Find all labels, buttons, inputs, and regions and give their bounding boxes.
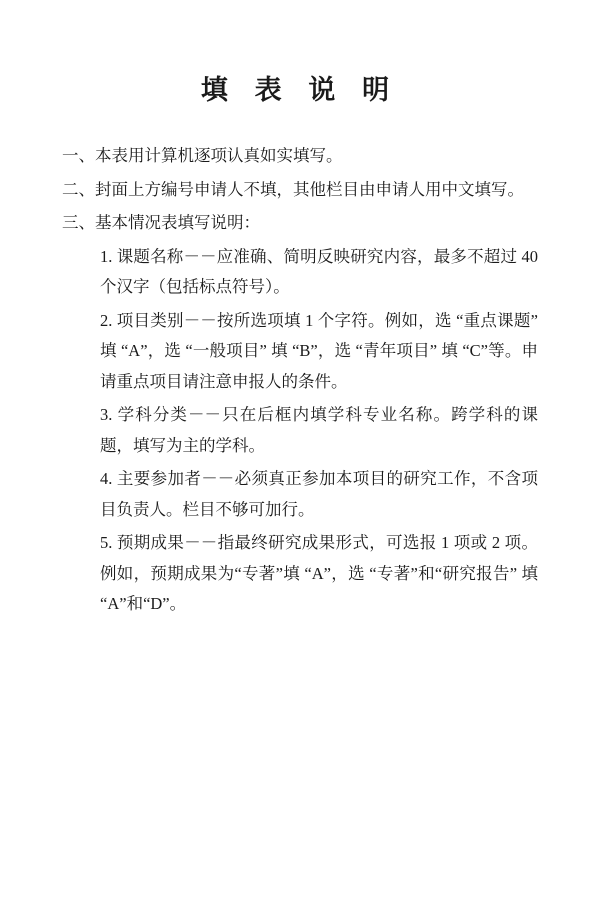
document-page <box>0 68 600 916</box>
page-title: 填 表 说 明 <box>200 75 400 105</box>
instructions-body <box>62 141 538 620</box>
instruction-item-2: 二、封面上方编号申请人不填，其他栏目由申请人用中文填写。 <box>62 179 524 199</box>
instruction-item-3-5: 5. 预期成果－－指最终研究成果形式，可选报 1 项或 2 项。例如，预期成果为“专著”填 “A”，选 “专著”和“研究报告” 填 “A”和“D”。 <box>100 533 538 614</box>
instruction-item-3-2: 2. 项目类别－－按所选项填 1 个字符。例如，选 “重点课题” 填 “A”，选 “一般项目” 填 “B”，选 “青年项目” 填 “C”等。申请重点项目请注意申报人的条件。 <box>100 310 538 391</box>
instruction-item-3-4: 4. 主要参加者－－必须真正参加本项目的研究工作，不含项目负责人。栏目不够可加行。 <box>100 469 538 519</box>
instruction-item-3-3: 3. 学科分类－－只在后框内填学科专业名称。跨学科的课题，填写为主的学科。 <box>100 405 538 455</box>
instruction-item-1: 一、本表用计算机逐项认真如实填写。 <box>62 146 343 165</box>
instruction-item-3: 三、基本情况表填写说明： <box>62 213 260 233</box>
instruction-item-3-1: 1. 课题名称－－应准确、简明反映研究内容，最多不超过 40 个汉字（包括标点符号）。 <box>100 246 538 297</box>
